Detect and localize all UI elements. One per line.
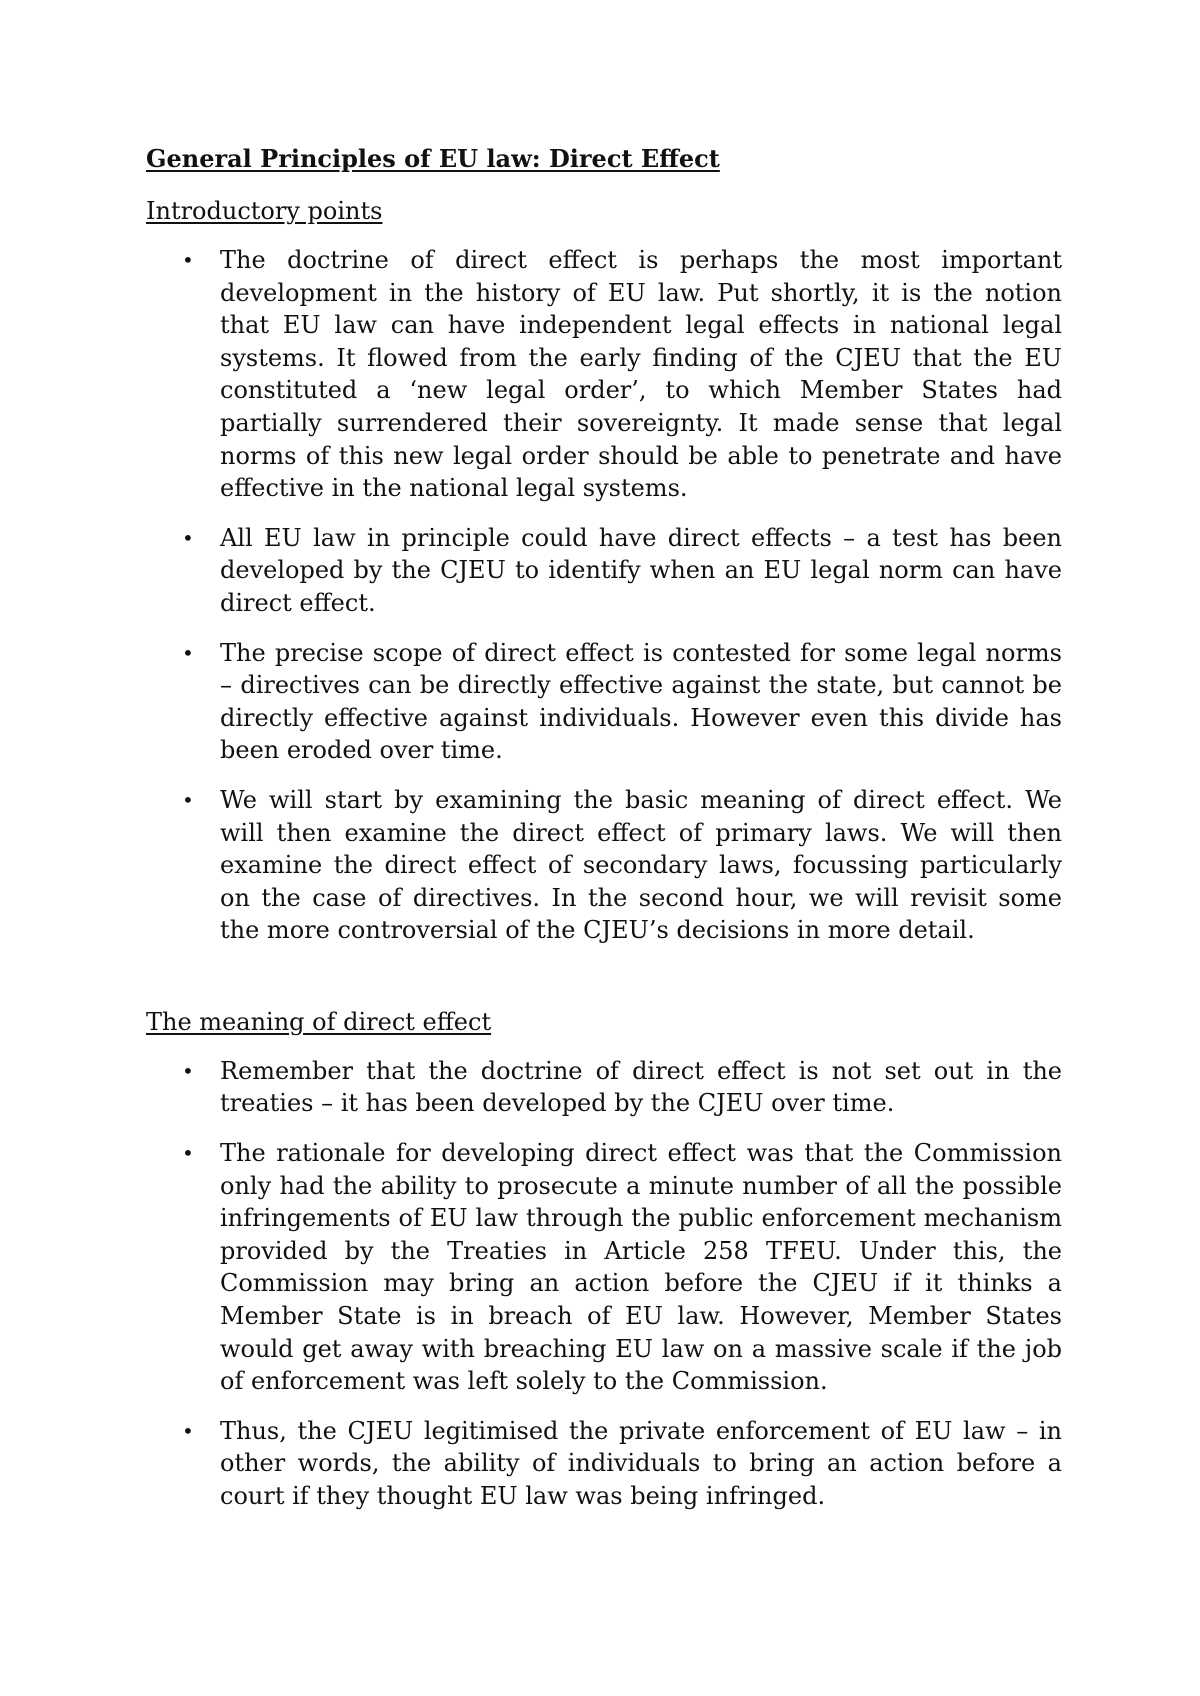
bullet-icon: • xyxy=(182,1418,194,1443)
document-title: General Principles of EU law: Direct Effect xyxy=(146,144,720,173)
list-item xyxy=(146,637,1062,767)
list-item-text: Remember that the doctrine of direct effect is not set out in the treaties – it has been developed by the CJEU over time. xyxy=(220,1056,1062,1118)
list-item xyxy=(146,522,1062,620)
bullet-icon: • xyxy=(182,1141,194,1166)
section-heading-meaning-of-direct-effect: The meaning of direct effect xyxy=(146,1007,492,1036)
bullet-icon: • xyxy=(182,248,194,272)
bullet-icon: • xyxy=(182,787,194,812)
list-item xyxy=(146,1055,1062,1120)
bullet-list-meaning-of-direct-effect xyxy=(146,1055,1062,1513)
list-item-text: The precise scope of direct effect is contested for some legal norms – directives can be directly effective against the state, but cannot be directly effective against individuals. However even this divide has been eroded over time. xyxy=(220,638,1062,765)
list-item-text: Thus, the CJEU legitimised the private enforcement of EU law – in other words, the ability of individuals to bring an action before a court if they thought EU law was being infringed. xyxy=(220,1416,1062,1510)
bullet-icon: • xyxy=(182,640,194,665)
document-page xyxy=(146,140,1062,1530)
list-item xyxy=(146,784,1062,947)
list-item-text: We will start by examining the basic meaning of direct effect. We will then examine the direct effect of primary laws. We will then examine the direct effect of secondary laws, focussing particularly on the case of directives. In the second hour, we will revisit some the more controversial of the CJEU’s decisions in more detail. xyxy=(220,785,1062,945)
section-heading-introductory-points: Introductory points xyxy=(146,197,383,225)
list-item-text: The rationale for developing direct effect was that the Commission only had the ability to prosecute a minute number of all the possible infringements of EU law through the public enforcement mechanism provided by the Treaties in Article 258 TFEU. Under this, the Commission may bring an action before the CJEU if it thinks a Member State is in breach of EU law. However, Member States would get away with breaching EU law on a massive scale if the job of enforcement was left solely to the Commission. xyxy=(220,1139,1062,1396)
list-item xyxy=(146,244,1062,505)
list-item-text: The doctrine of direct effect is perhaps the most important development in the history of EU law. Put shortly, it is the notion that EU law can have independent legal effects in national legal systems. It flowed from the early finding of the CJEU that the EU constituted a ‘new legal order’, to which Member States had partially surrendered their sovereignty. It made sense that legal norms of this new legal order should be able to penetrate and have effective in the national legal systems. xyxy=(220,246,1062,503)
list-item-text: All EU law in principle could have direct effects – a test has been developed by the CJEU to identify when an EU legal norm can have direct effect. xyxy=(220,523,1062,617)
bullet-icon: • xyxy=(182,525,194,550)
bullet-list-introductory-points xyxy=(146,244,1062,947)
list-item xyxy=(146,1415,1062,1513)
list-item xyxy=(146,1137,1062,1398)
bullet-icon: • xyxy=(182,1058,194,1083)
